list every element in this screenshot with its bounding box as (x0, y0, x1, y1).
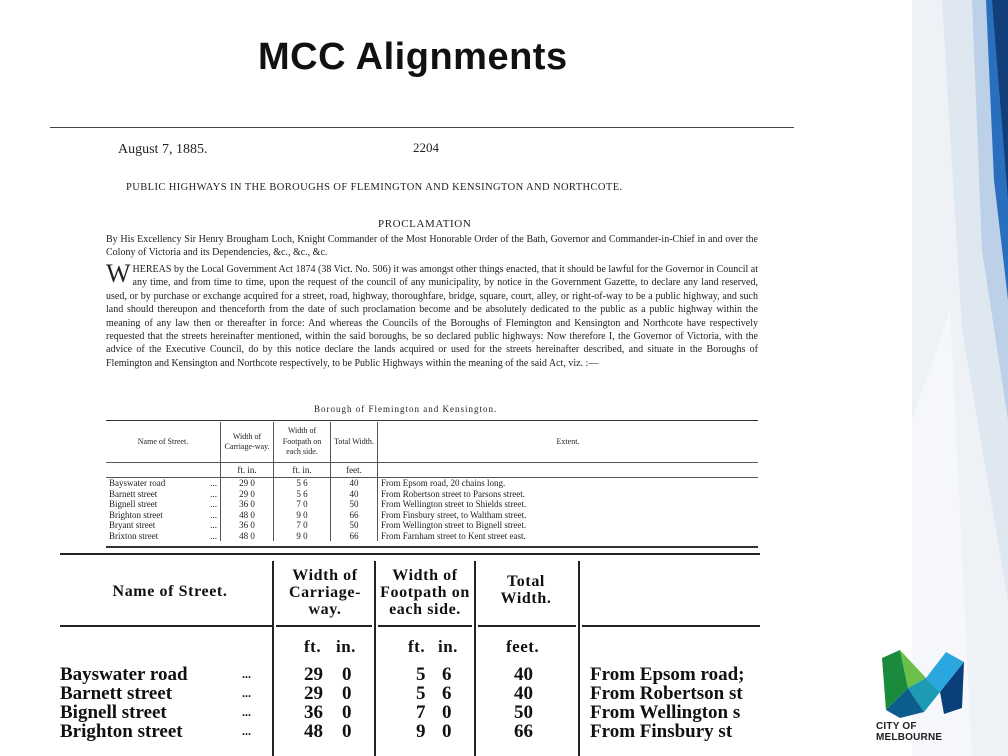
carriage-width: 29 0 (221, 489, 274, 500)
carriage-width: 48 0 (221, 510, 274, 521)
extent: From Epsom road; (590, 664, 745, 685)
street-name: Bignell street (109, 499, 158, 509)
footpath-in: 6 (442, 683, 452, 704)
footpath-width: 7 0 (274, 499, 331, 510)
logo-wordmark: CITY OF MELBOURNE (876, 721, 943, 743)
carriage-in: 0 (342, 721, 352, 742)
enlarged-table (60, 553, 760, 756)
column-divider (578, 561, 580, 756)
column-divider (272, 561, 274, 756)
enlarged-header-name: Name of Street. (112, 583, 228, 600)
leader-dots: ... (210, 509, 217, 520)
footpath-in: 0 (442, 702, 452, 723)
footpath-ft: 9 (416, 721, 426, 742)
carriage-ft: 36 (304, 702, 323, 723)
footpath-width: 9 0 (274, 531, 331, 542)
total-width: 40 (514, 664, 533, 685)
footpath-in: 6 (442, 664, 452, 685)
unit-ft: ft. (304, 637, 322, 656)
extent: From Epsom road, 20 chains long. (381, 478, 506, 488)
street-name: Bryant street (109, 520, 156, 530)
street-name: Brixton street (109, 530, 159, 541)
carriage-in: 0 (342, 702, 352, 723)
leader-dots: ... (242, 705, 251, 719)
document-heading: PUBLIC HIGHWAYS IN THE BOROUGHS OF FLEMINGTON AND KENSINGTON AND NORTHCOTE. (126, 182, 623, 193)
total-width: 66 (331, 510, 378, 521)
table-bottom-rule (106, 546, 758, 548)
enlarged-header-total: Total Width. (500, 573, 552, 607)
header-rule (60, 625, 272, 627)
carriage-width: 48 0 (221, 531, 274, 542)
column-divider (474, 561, 476, 756)
unit-ft: ft. (408, 637, 426, 656)
total-width: 50 (331, 520, 378, 531)
col-header-carriage: Width of Carriage-way. (221, 422, 274, 463)
carriage-width: 36 0 (221, 520, 274, 531)
leader-dots: ... (242, 667, 251, 681)
unit-feet: feet. (506, 637, 540, 656)
table-row (106, 478, 758, 489)
leader-dots: ... (210, 478, 217, 488)
proclamation-byline: By His Excellency Sir Henry Brougham Loch, Knight Commander of the Most Honorable Order of the Bath, Governor and Commander-in-Chief in and over the Colony of Victoria and its Dependencies, &c., &c., &c. (106, 234, 758, 258)
unit-in: in. (336, 637, 356, 656)
footpath-width: 5 6 (274, 478, 331, 489)
col-header-name: Name of Street. (106, 422, 221, 463)
col-header-extent: Extent. (556, 436, 580, 446)
extent: From Finsbury st (590, 721, 733, 742)
column-divider (374, 561, 376, 756)
leader-dots: ... (210, 499, 217, 509)
carriage-ft: 48 (304, 721, 323, 742)
carriage-ft: 29 (304, 664, 323, 685)
carriage-width: 36 0 (221, 499, 274, 510)
extent: From Wellington street to Shields street. (381, 499, 527, 509)
unit-cell (378, 463, 759, 478)
body-text: HEREAS by the Local Government Act 1874 (38 Vict. No. 506) it was amongst other things enacted, that it should be lawful for the Governor in Council at any time, and from time to time, upon the request of the council of any municipality, by notice in the Government Gazette, to declare any land reserved, used, or by purchase or exchange acquired for a street, road, highway, thoroughfare, bridge, square, court, alley, or right-of-way to be a public highway, and such land should thereupon and thenceforth from the date of such proclamation become and be absolutely dedicated to the public as a public highway within the meaning of any law then or thereafter in force: And whereas the Councils of the Boroughs of Flemington and Kensington and Northcote have respectively requested that the streets hereinafter mentioned, within the said boroughs, be so declared public highways: Now therefore I, the Governor of Victoria, with the advice of the Executive Council, do by this notice declare the lands acquired or used for the streets hereinafter described, and situate in the Boroughs of Flemington and Kensington and Northcote respectively, to be Public Highways within the meaning of the said Act, viz. :— (106, 264, 758, 369)
footpath-width: 9 0 (274, 510, 331, 521)
header-rule (478, 625, 576, 627)
header-rule (276, 625, 372, 627)
document-date: August 7, 1885. (118, 142, 208, 157)
borough-subheading: Borough of Flemington and Kensington. (314, 404, 498, 414)
proclamation-title: PROCLAMATION (378, 218, 472, 230)
street-name: Bayswater road (109, 478, 166, 488)
street-name: Brighton street (109, 509, 163, 520)
header-rule (582, 625, 760, 627)
street-name: Barnett street (109, 488, 158, 499)
proclamation-body (106, 259, 758, 370)
extent: From Robertson street to Parsons street. (381, 488, 525, 499)
table-row (106, 520, 758, 531)
carriage-width: 29 0 (221, 478, 274, 489)
decorative-band (912, 0, 1008, 756)
header-rule (378, 625, 472, 627)
street-name: Bayswater road (60, 664, 188, 685)
carriage-ft: 29 (304, 683, 323, 704)
footpath-in: 0 (442, 721, 452, 742)
unit-in: in. (438, 637, 458, 656)
footpath-ft: 5 (416, 683, 426, 704)
unit-cell: feet. (331, 463, 378, 478)
total-width: 50 (331, 499, 378, 510)
document-page-number: 2204 (413, 140, 439, 155)
unit-cell: ft. in. (274, 463, 331, 478)
street-name: Barnett street (60, 683, 173, 704)
unit-cell: ft. in. (221, 463, 274, 478)
total-width: 40 (331, 489, 378, 500)
carriage-in: 0 (342, 683, 352, 704)
extent: From Wellington street to Bignell street. (381, 520, 527, 530)
street-name: Bignell street (60, 702, 167, 723)
extent: From Wellington s (590, 702, 741, 723)
title-divider (50, 127, 794, 128)
total-width: 40 (514, 683, 533, 704)
table-top-rule (106, 420, 758, 421)
extent: From Farnham street to Kent street east. (381, 530, 526, 541)
col-header-total: Total Width. (331, 422, 378, 463)
footpath-width: 7 0 (274, 520, 331, 531)
footpath-ft: 7 (416, 702, 426, 723)
table-row (106, 489, 758, 500)
street-name: Brighton street (60, 721, 183, 742)
unit-cell (106, 463, 221, 478)
leader-dots: ... (210, 520, 217, 530)
leader-dots: ... (210, 530, 217, 541)
table-row (106, 510, 758, 521)
enlarged-header-carriage: Width of Carriage-way. (288, 567, 362, 618)
leader-dots: ... (242, 724, 251, 738)
leader-dots: ... (210, 488, 217, 499)
total-width: 66 (331, 531, 378, 542)
footpath-ft: 5 (416, 664, 426, 685)
drop-cap: W (106, 259, 131, 288)
extent: From Finsbury street, to Waltham street. (381, 509, 527, 520)
streets-table (106, 422, 758, 541)
slide-title: MCC Alignments (258, 36, 568, 78)
carriage-in: 0 (342, 664, 352, 685)
leader-dots: ... (242, 686, 251, 700)
col-header-footpath: Width of Footpath on each side. (274, 422, 331, 463)
table-row (106, 499, 758, 510)
extent: From Robertson st (590, 683, 743, 704)
total-width: 40 (331, 478, 378, 489)
total-width: 50 (514, 702, 533, 723)
enlarged-header-footpath: Width of Footpath on each side. (380, 567, 470, 618)
footpath-width: 5 6 (274, 489, 331, 500)
total-width: 66 (514, 721, 533, 742)
enlarged-top-rule (60, 553, 760, 555)
table-row (106, 531, 758, 542)
